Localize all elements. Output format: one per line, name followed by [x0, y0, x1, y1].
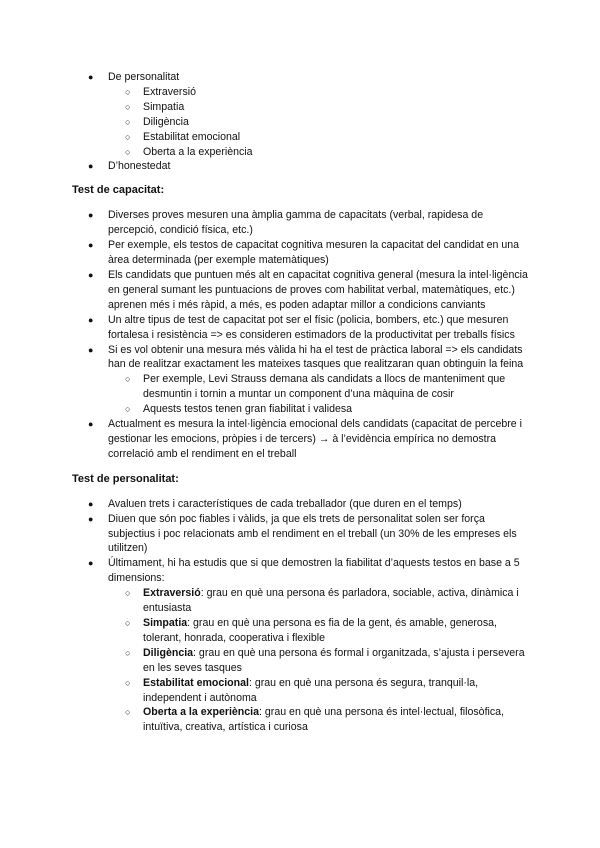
bullet-icon: ● [88, 72, 94, 82]
circle-bullet-icon: ○ [125, 131, 131, 142]
bullet-icon: ● [88, 269, 94, 280]
list-item: ● De personalitat [88, 71, 180, 83]
bullet-icon: ● [88, 161, 94, 172]
sub-list-item: ○ Simpatia [125, 100, 185, 113]
dimension-name: Diligència [143, 646, 194, 659]
dimension-description: : grau en què una persona és segura, tranquil·la, independent i autònoma [143, 676, 479, 704]
circle-bullet-icon: ○ [125, 146, 131, 157]
list-item: ● Si es vol obtenir una mesura més vàlida hi ha el test de pràctica laboral => els candidats han de realitzar exactament les mateixes tasques que realitzaran quan obtinguin la feina [88, 343, 524, 371]
circle-bullet-icon: ○ [125, 588, 131, 599]
bullet-icon: ● [88, 498, 94, 509]
list-item: ● Per exemple, els testos de capacitat cognitiva mesuren la capacitat del candidat en una àrea determinada (per exemple matemàtiques) [88, 239, 520, 267]
list-item: ● Diuen que són poc fiables i vàlids, ja que els trets de personalitat solen ser força subjectius i poc relacionats amb el rendiment en el treball (un 30% de les empreses els utilitzen) [88, 512, 517, 555]
list-item: ● Avaluen trets i característiques de cada treballador (que duren en el temps) [88, 497, 462, 510]
dimension-name: Extraversió [143, 587, 201, 600]
circle-bullet-icon: ○ [125, 677, 131, 688]
dimension-description: : grau en què una persona és formal i organitzada, s’ajusta i persevera en les seves tasques [143, 646, 525, 674]
bullet-icon: ● [88, 513, 94, 524]
list-item: ● Els candidats que puntuen més alt en capacitat cognitiva general (mesura la intel·ligència en general sumant les puntuacions de proves com habilitat verbal, matemàtiques, etc.) aprenen més i més ràpid, a més, es poden adaptar millor a condicions canviants [88, 268, 528, 311]
dimension-item [125, 646, 532, 676]
dimension-item [125, 586, 532, 616]
bullet-icon: ● [88, 558, 94, 569]
dimension-name: Estabilitat emocional [143, 676, 249, 689]
sub-list-item: ○ Estabilitat emocional [125, 130, 241, 143]
circle-bullet-icon: ○ [125, 618, 131, 628]
circle-bullet-icon: ○ [125, 374, 131, 385]
sub-list-item: ○ Per exemple, Levi Strauss demana als candidats a llocs de manteniment que desmuntin i tornin a muntar un component d’una màquina de cosir [125, 373, 506, 401]
sub-list-item: ○ Extraversió [125, 85, 196, 98]
list-item: ● Un altre tipus de test de capacitat pot ser el físic (policia, bombers, etc.) que mesuren fortalesa i resistència => es consideren estimadors de la productivitat per treballs físics [88, 313, 515, 341]
circle-bullet-icon: ○ [125, 404, 131, 415]
circle-bullet-icon: ○ [125, 101, 131, 112]
sub-list-item: ○ Aquests testos tenen gran fiabilitat i validesa [125, 403, 353, 416]
circle-bullet-icon: ○ [125, 647, 131, 658]
circle-bullet-icon: ○ [125, 116, 131, 127]
bullet-icon: ● [88, 210, 94, 221]
bullet-icon: ● [88, 240, 94, 251]
bullet-icon: ● [88, 419, 94, 430]
sub-list-item: ○ Oberta a la experiència [125, 145, 253, 158]
list-item: ● D’honestedat [88, 160, 171, 173]
bullet-icon: ● [88, 314, 94, 325]
document-body [72, 70, 532, 735]
dimension-item [125, 676, 532, 706]
section-heading-capacitat: Test de capacitat: [72, 184, 165, 197]
dimension-description: : grau en què una persona és intel·lectual, filosòfica, intuïtiva, creativa, artística i curiosa [143, 706, 505, 734]
section-heading-personalitat: Test de personalitat: [72, 472, 179, 485]
dimension-description: : grau en què una persona es fia de la gent, és amable, generosa, tolerant, honrada, cooperativa i flexible [143, 617, 497, 644]
sub-list-item: ○ Diligència [125, 115, 189, 128]
list-item: ● Diverses proves mesuren una àmplia gamma de capacitats (verbal, rapidesa de percepció, condició física, etc.) [88, 209, 484, 237]
circle-bullet-icon: ○ [125, 707, 131, 718]
list-item: ● Actualment es mesura la intel·ligència emocional dels candidats (capacitat de percebre i gestionar les emocions, pròpies i de tercers) → à l’evidència empírica no demostra correlació amb el rendiment en el treball [88, 418, 522, 460]
dimension-name: Simpatia [143, 617, 188, 629]
circle-bullet-icon: ○ [125, 86, 131, 97]
dimension-description: : grau en què una persona és parladora, sociable, activa, dinàmica i entusiasta [143, 587, 519, 615]
dimension-item [125, 705, 532, 735]
dimension-item [125, 616, 532, 646]
bullet-icon: ● [88, 344, 94, 355]
list-item: ● Últimament, hi ha estudis que si que demostren la fiabilitat d’aquests testos en base a 5 dimensions: [88, 557, 520, 585]
dimension-name: Oberta a la experiència [143, 706, 260, 719]
